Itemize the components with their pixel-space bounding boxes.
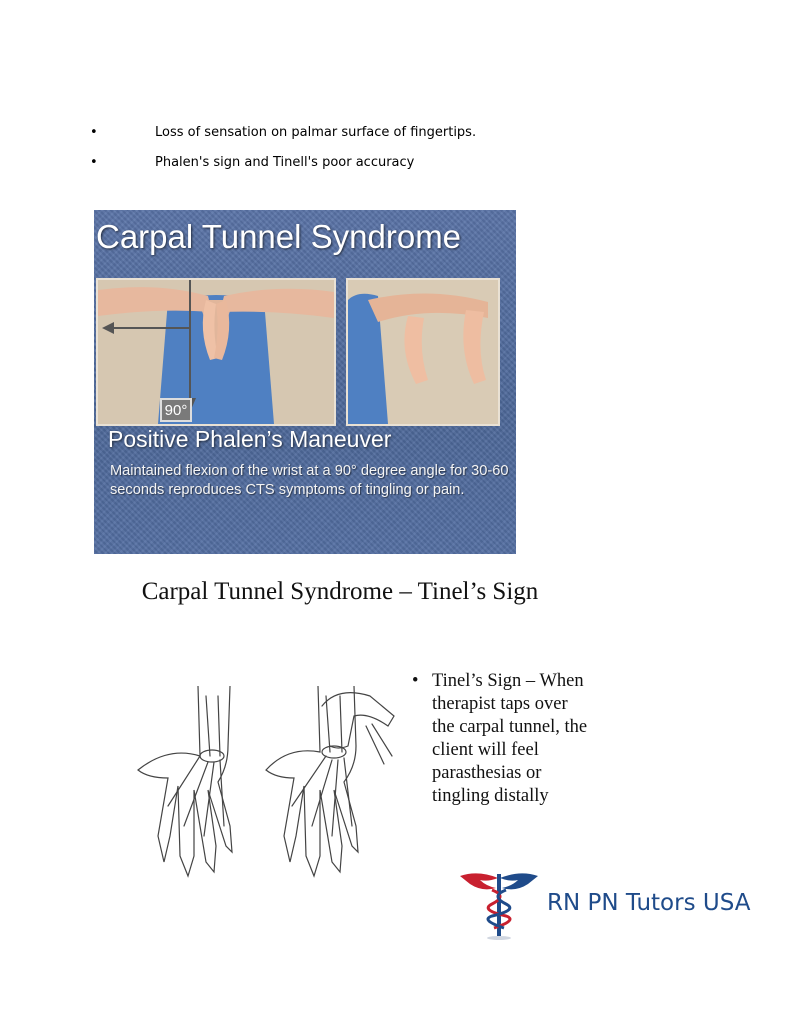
phalen-front-illustration xyxy=(98,280,334,424)
figure-subtitle: Positive Phalen’s Maneuver xyxy=(108,426,392,452)
figure-description: Maintained flexion of the wrist at a 90° degree angle for 30-60 seconds reproduces CTS symptoms of tingling or pain. xyxy=(110,463,509,498)
tinel-bullet-text: Tinel’s Sign – When therapist taps over the carpal tunnel, the client will feel parasthesias or tingling distally xyxy=(432,671,588,806)
phalen-maneuver-figure xyxy=(94,210,516,554)
angle-label: 90° xyxy=(160,398,192,422)
bullet-marker: • xyxy=(412,671,419,691)
phalen-side-illustration xyxy=(348,280,498,424)
bullet-marker: • xyxy=(90,125,98,140)
figure-title: Carpal Tunnel Syndrome xyxy=(96,218,462,255)
bullet-text: Loss of sensation on palmar surface of fingertips. xyxy=(155,125,477,140)
phalen-photo-front xyxy=(96,278,336,426)
logo-text: RN PN Tutors USA xyxy=(547,890,751,916)
caduceus-icon xyxy=(460,873,538,940)
tinel-hands-drawing xyxy=(108,686,398,886)
tinel-title: Carpal Tunnel Syndrome – Tinel’s Sign xyxy=(141,578,539,605)
bullet-marker: • xyxy=(90,155,98,170)
bullet-text: Phalen's sign and Tinell's poor accuracy xyxy=(155,155,415,170)
phalen-photo-side xyxy=(346,278,500,426)
